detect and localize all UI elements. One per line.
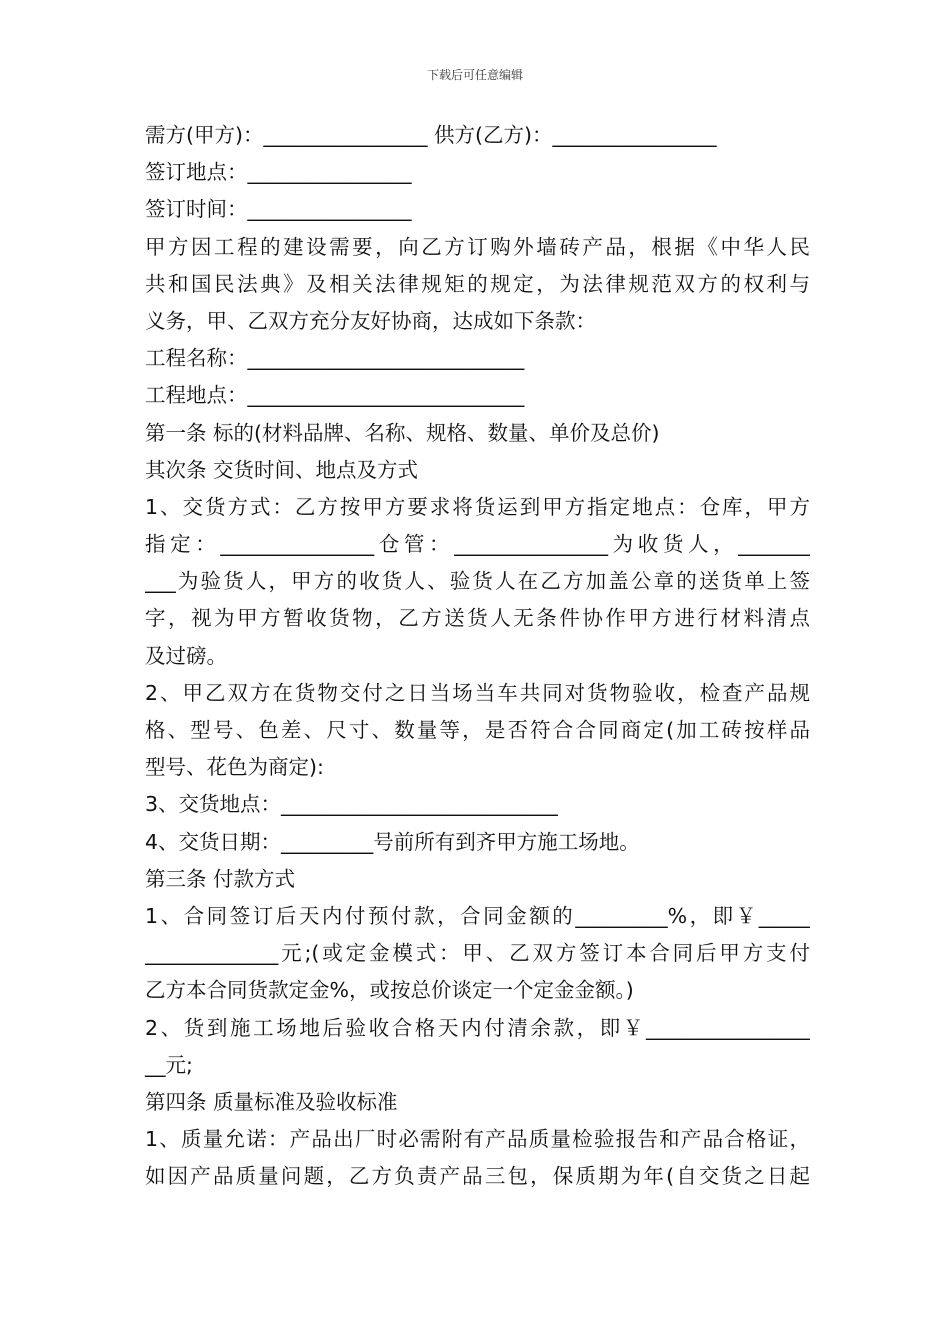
text-line: 工程地点：___________________________	[145, 383, 525, 408]
text-line: 需方(甲方)：________________ 供方(乙方)：________________	[145, 123, 717, 147]
text-line: 工程名称：___________________________	[145, 346, 525, 371]
text-line: 字，视为甲方暂收货物，乙方送货人无条件协作甲方进行材料清点	[145, 606, 810, 631]
document-body	[145, 117, 810, 1195]
text-line: 乙方本合同货款定金%，或按总价谈定一个定金金额。)	[145, 978, 634, 1003]
text-line: __元;	[145, 1052, 193, 1077]
text-line: 义务，甲、乙双方充分友好协商，达成如下条款：	[145, 308, 596, 333]
text-line: 格、型号、色差、尺寸、数量等，是否符合合同商定(加工砖按样品	[145, 718, 810, 742]
text-line: 第一条 标的(材料品牌、名称、规格、数量、单价及总价)	[145, 420, 660, 445]
text-line: 1、交货方式：乙方按甲方要求将货运到甲方指定地点：仓库，甲方	[145, 494, 810, 519]
text-line: 如因产品质量问题，乙方负责产品三包，保质期为年(自交货之日起	[145, 1164, 810, 1189]
text-line: 第四条 质量标准及验收标准	[145, 1089, 398, 1114]
page-header: 下载后可任意编辑	[426, 68, 523, 82]
text-line: 2、甲乙双方在货物交付之日当场当车共同对货物验收，检查产品规	[145, 680, 810, 705]
text-line: _____________元;(或定金模式：甲、乙双方签订本合同后甲方支付	[145, 941, 810, 966]
text-line: 共和国民法典》及相关法律规矩的规定，为法律规范双方的权利与	[145, 271, 810, 296]
text-line: 1、合同签订后天内付预付款，合同金额的_________%，即￥_____	[145, 903, 810, 928]
text-line: 其次条 交货时间、地点及方式	[145, 457, 419, 482]
text-line: 第三条 付款方式	[145, 866, 296, 891]
text-line: 2、货到施工场地后验收合格天内付清余款，即￥________________	[145, 1015, 810, 1040]
text-line: 4、交货日期：_________号前所有到齐甲方施工场地。	[145, 829, 640, 854]
text-line: 签订地点：________________	[145, 160, 412, 185]
text-line: 1、质量允诺：产品出厂时必需附有产品质量检验报告和产品合格证，	[145, 1127, 810, 1152]
text-line: 3、交货地点：___________________________	[145, 792, 558, 817]
text-line: 及过磅。	[145, 643, 227, 668]
text-line: 签订时间：________________	[145, 197, 412, 222]
text-line: 指定：_______________仓管：_______________为收货人，_______	[145, 532, 810, 557]
text-line: 型号、花色为商定):	[145, 755, 324, 780]
text-line: 甲方因工程的建设需要，向乙方订购外墙砖产品，根据《中华人民	[145, 234, 810, 259]
text-line: ___为验货人，甲方的收货人、验货人在乙方加盖公章的送货单上签	[145, 569, 810, 594]
